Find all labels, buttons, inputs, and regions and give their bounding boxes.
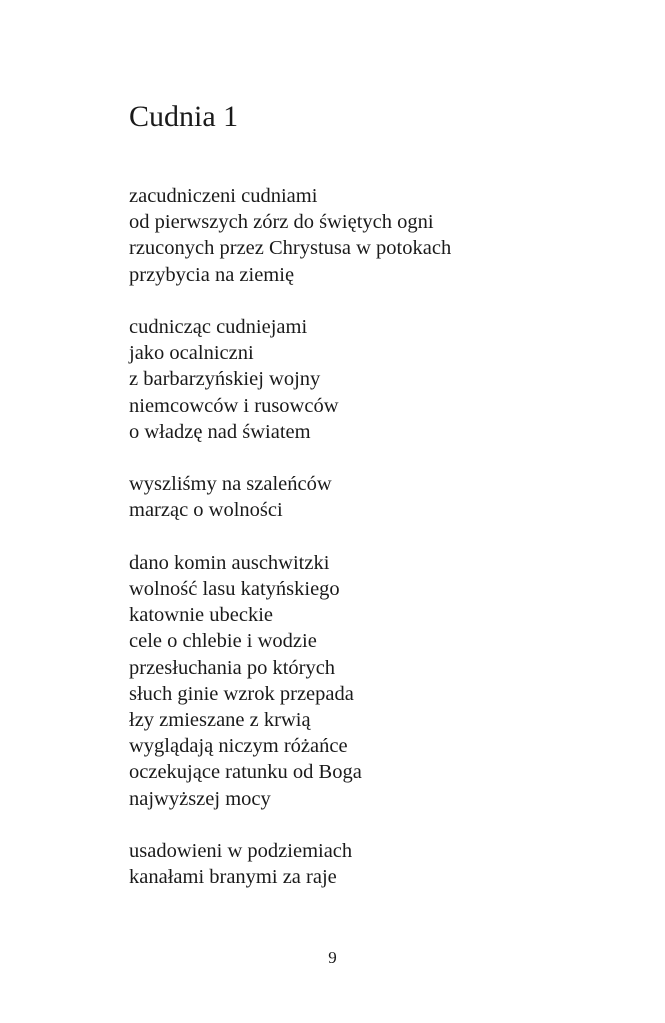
poem-line: oczekujące ratunku od Boga xyxy=(129,761,362,784)
poem-line: marząc o wolności xyxy=(129,499,283,522)
poem-line: cudnicząc cudniejami xyxy=(129,316,308,338)
poem-line: katownie ubeckie xyxy=(129,604,274,627)
poem-line: zacudniczeni cudniami xyxy=(129,185,318,207)
poem-body xyxy=(129,183,451,917)
poem-line: wolność lasu katyńskiego xyxy=(129,578,340,600)
poem-line: rzuconych przez Chrystusa w potokach xyxy=(129,237,452,260)
poem-line: od pierwszych zórz do świętych ogni xyxy=(129,211,434,234)
poem-line: z barbarzyńskiej wojny xyxy=(129,368,321,391)
poem-line: przybycia na ziemię xyxy=(129,263,295,286)
stanza-2 xyxy=(129,314,451,445)
poem-line: niemcowców i rusowców xyxy=(129,394,339,417)
poem-line: słuch ginie wzrok przepada xyxy=(129,682,354,705)
stanza-5 xyxy=(129,838,451,890)
poem-line: o władzę nad światem xyxy=(129,420,311,443)
poem-line: cele o chlebie i wodzie xyxy=(129,630,317,653)
poem-line: najwyższej mocy xyxy=(129,787,271,810)
poem-line: łzy zmieszane z krwią xyxy=(129,709,311,732)
poem-title: Cudnia 1 xyxy=(129,100,239,133)
poem-line: wyszliśmy na szaleńców xyxy=(129,473,332,496)
poem-line: wyglądają niczym różańce xyxy=(129,735,348,758)
poem-line: usadowieni w podziemiach xyxy=(129,840,353,863)
stanza-3 xyxy=(129,471,451,523)
stanza-4 xyxy=(129,550,451,812)
stanza-1 xyxy=(129,183,451,288)
poem-line: jako ocalniczni xyxy=(129,342,254,365)
poem-line: przesłuchania po których xyxy=(129,656,336,679)
page-number: 9 xyxy=(328,948,337,967)
poem-line: dano komin auschwitzki xyxy=(129,551,330,574)
poem-line: kanałami branymi za raje xyxy=(129,866,337,889)
